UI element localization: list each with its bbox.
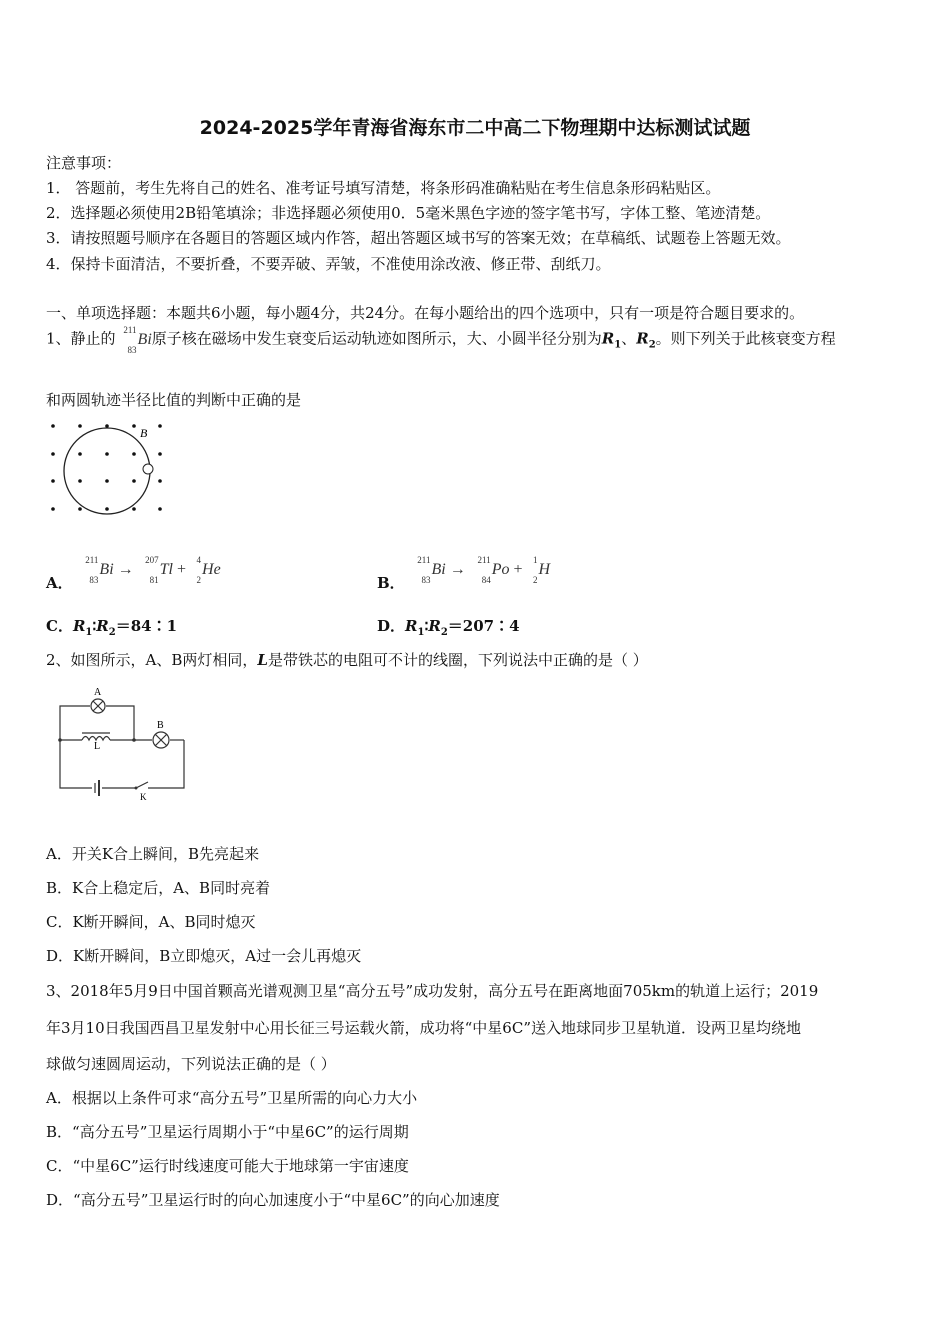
q1-figure <box>44 420 174 520</box>
lamp-b-label: B <box>157 720 164 731</box>
large-orbit-circle <box>64 428 150 514</box>
q3-stem-line2: 年3月10日我国西昌卫星发射中心用长征三号运载火箭，成功将“中星6C”送入地球同步卫星轨道．设两卫星均绕地 <box>46 1019 801 1037</box>
q2-option-a[interactable]: A．开关K合上瞬间，B先亮起来 <box>46 845 260 863</box>
notice-item: 4．保持卡面清洁，不要折叠，不要弄破、弄皱，不准使用涂改液、修正带、刮纸刀。 <box>46 255 611 273</box>
q1-option-c[interactable]: C．$R_1∶R_2=84∶1$ <box>46 617 178 638</box>
field-label: B <box>140 426 148 440</box>
small-orbit-circle <box>143 464 153 474</box>
q2-circuit-figure <box>52 683 192 803</box>
q1-option-a[interactable]: A． 211 83 Bi → 207 81 Tl + 4 2 He <box>46 555 221 592</box>
field-dot <box>78 507 82 511</box>
field-dot <box>51 452 55 456</box>
q3-option-d[interactable]: D．“高分五号”卫星运行时的向心加速度小于“中星6C”的向心加速度 <box>46 1191 500 1209</box>
page-title: 2024-2025学年青海省海东市二中高二下物理期中达标测试试题 <box>199 117 751 139</box>
notice-heading: 注意事项： <box>46 154 122 172</box>
field-dot <box>51 507 55 511</box>
inductor-label: L <box>94 741 101 752</box>
field-dot <box>105 452 109 456</box>
q3-stem-line3: 球做匀速圆周运动，下列说法正确的是（ ） <box>46 1055 336 1073</box>
field-dot <box>158 507 162 511</box>
field-dot <box>105 424 109 428</box>
q2-option-c[interactable]: C．K断开瞬间，A、B同时熄灭 <box>46 913 256 931</box>
q1-nucleus: 211 83 Bi <box>123 325 152 355</box>
field-dot <box>78 452 82 456</box>
switch-label: K <box>140 792 147 802</box>
field-dot <box>105 479 109 483</box>
q1-option-d[interactable]: D．$R_1∶R_2=207∶4$ <box>377 617 520 638</box>
field-dot <box>132 424 136 428</box>
q2-option-b[interactable]: B．K合上稳定后，A、B同时亮着 <box>46 879 271 897</box>
q3-option-b[interactable]: B．“高分五号”卫星运行周期小于“中星6C”的运行周期 <box>46 1123 409 1141</box>
q2-option-d[interactable]: D．K断开瞬间，B立即熄灭，A过一会儿再熄灭 <box>46 947 362 965</box>
section-heading: 一、单项选择题：本题共6小题，每小题4分，共24分。在每小题给出的四个选项中，只有一项是符合题目要求的。 <box>46 304 805 322</box>
field-dot <box>51 479 55 483</box>
q1-prefix: 1、静止的 <box>46 329 116 348</box>
q1-stem-line2: 和两圆轨迹半径比值的判断中正确的是 <box>46 391 302 409</box>
notice-item: 1． 答题前，考生先将自己的姓名、准考证号填写清楚，将条形码准确粘贴在考生信息条形码粘贴区。 <box>46 179 721 197</box>
q3-stem-line1: 3、2018年5月9日中国首颗高光谱观测卫星“高分五号”成功发射，高分五号在距离地面705km的轨道上运行；2019 <box>46 982 819 1000</box>
field-dot <box>132 452 136 456</box>
q3-option-a[interactable]: A．根据以上条件可求“高分五号”卫星所需的向心力大小 <box>46 1089 418 1107</box>
q2-stem: 2、如图所示，A、B两灯相同，L是带铁芯的电阻可不计的线圈，下列说法中正确的是（ ） <box>46 651 648 669</box>
field-dot <box>132 479 136 483</box>
field-dot <box>78 424 82 428</box>
q1-stem: 1、静止的 211 83 Bi原子核在磁场中发生衰变后运动轨迹如图所示，大、小圆半径分别为$R_1$、$R_2$。则下列关于此核衰变方程 <box>46 325 836 355</box>
notice-item: 3．请按照题号顺序在各题目的答题区域内作答，超出答题区域书写的答案无效；在草稿纸、试题卷上答题无效。 <box>46 229 791 247</box>
field-dot <box>78 479 82 483</box>
q3-option-c[interactable]: C．“中星6C”运行时线速度可能大于地球第一宇宙速度 <box>46 1157 409 1175</box>
field-dot <box>132 507 136 511</box>
field-dot <box>158 479 162 483</box>
notice-item: 2．选择题必须使用2B铅笔填涂；非选择题必须使用0．5毫米黑色字迹的签字笔书写，字体工整、笔迹清楚。 <box>46 204 771 222</box>
field-dot <box>51 424 55 428</box>
lamp-a-label: A <box>94 687 102 698</box>
field-dot <box>158 452 162 456</box>
field-dot <box>158 424 162 428</box>
field-dot <box>105 507 109 511</box>
q1-option-b[interactable]: B． 211 83 Bi → 211 84 Po + 1 2 H <box>377 555 551 592</box>
